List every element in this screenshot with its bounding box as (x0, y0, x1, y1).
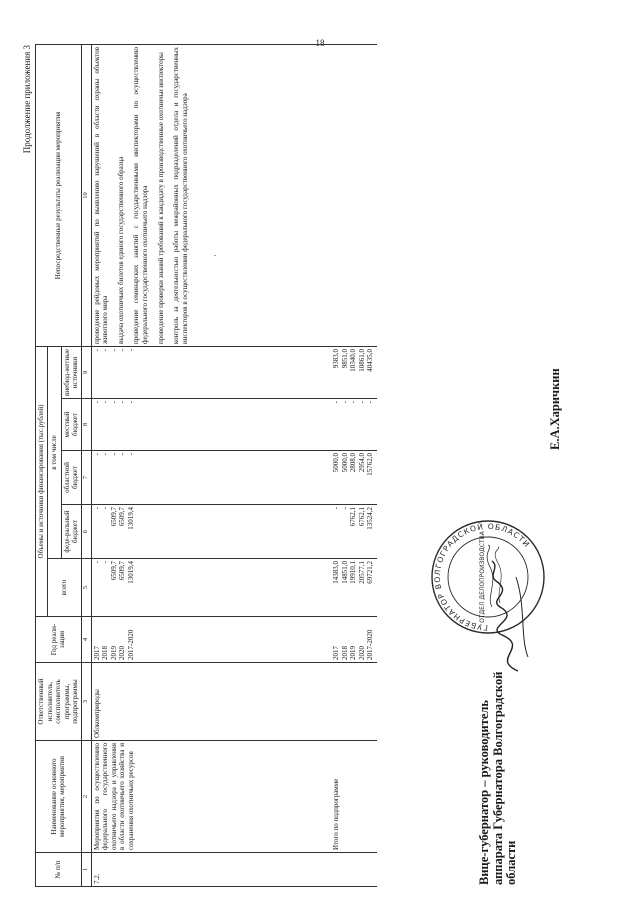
stray-mark: · (210, 254, 220, 257)
value: 9851,0 (340, 348, 349, 369)
value: - (92, 561, 101, 564)
value: - (349, 401, 358, 404)
result-item: проведение проверки знаний требований к кандидату в производственные охотничьи инспекторы (156, 52, 165, 344)
total-row-years (331, 617, 377, 663)
value: - (332, 507, 341, 510)
row-7-2-years (91, 617, 331, 663)
value: - (92, 348, 101, 352)
value: - (357, 401, 366, 404)
value: - (101, 348, 110, 352)
value: - (118, 453, 127, 456)
value: - (101, 561, 110, 564)
row-7-2-results (91, 44, 377, 346)
value: 13524,2 (366, 507, 375, 530)
header-financing-group: Объемы и источники финансирования (тыс.рублей) (36, 346, 48, 616)
row-7-2-name: Мероприятия по осуществлению федерального государственного охотничьего надзора и управления в области охотничьего хозяйства и сохранения охотничьих ресурсов (91, 741, 331, 853)
total-row-extra (331, 346, 377, 398)
value: 6509,7 (118, 507, 127, 527)
result-item: контроль за деятельностью работы межрайонных подразделений отдела и государственных инспекторов в осуществлении федерального государственного охотничьего надзора (172, 46, 189, 344)
year: 2018 (340, 646, 349, 660)
total-row-num (331, 853, 377, 887)
year: 2019 (349, 646, 358, 660)
value: - (118, 401, 127, 404)
col-index: 9 (81, 346, 91, 398)
col-index: 4 (81, 617, 91, 663)
col-index: 6 (81, 505, 91, 559)
value: 2954,0 (357, 453, 366, 473)
value: 5000,0 (340, 453, 349, 473)
row-7-2-regional (91, 451, 331, 505)
header-federal: феде-ральный бюджет (61, 505, 81, 559)
value: - (101, 453, 110, 456)
value: 6762,1 (357, 507, 366, 527)
header-name: Наименование основного мероприятия, мероприятия (36, 741, 82, 853)
value: 9383,0 (332, 348, 341, 369)
value: 69721,2 (366, 561, 375, 584)
value: 15762,0 (366, 453, 375, 476)
header-executor: Ответственный исполнитель, соисполнитель программы, подпрограммы (36, 663, 82, 741)
year: 2018 (101, 646, 110, 660)
value: 13019,4 (126, 561, 135, 584)
row-7-2-total (91, 559, 331, 617)
year: 2019 (109, 646, 118, 660)
value: - (101, 507, 110, 510)
result-item: проведение семинарских занятий с государственными инспекторами по осуществлению федерального государственного охотничьего надзора (132, 46, 149, 344)
value: 2808,0 (349, 453, 358, 473)
col-index: 8 (81, 399, 91, 451)
value: - (126, 348, 135, 352)
header-year: Год реали-зации (36, 617, 82, 663)
value: 14383,0 (332, 561, 341, 584)
col-index: 3 (81, 663, 91, 741)
financing-table (35, 44, 377, 887)
signature-title: Вице-губернатор – руководитель аппарата Губернатора Волгоградской области (477, 671, 518, 885)
signature-name: Е.А.Харичкин (548, 368, 562, 450)
year: 2020 (357, 646, 366, 660)
year: 2017 (332, 646, 341, 660)
value: - (92, 507, 101, 510)
value: - (126, 401, 135, 404)
value: 10861,0 (357, 348, 366, 372)
value: - (101, 401, 110, 404)
value: - (109, 401, 118, 404)
value: - (366, 401, 375, 404)
col-index: 7 (81, 451, 91, 505)
stamp-inner-text: ОТДЕЛ ДЕЛОПРОИЗВОДСТВА (479, 531, 486, 623)
result-item: выдача охотничьих билетов единого государственного образца (116, 156, 125, 344)
value: 20577,1 (357, 561, 366, 584)
total-row-executor (331, 663, 377, 741)
value: 6509,7 (109, 507, 118, 527)
row-7-2-extra (91, 346, 331, 398)
header-num: № п/п (36, 853, 82, 887)
total-row-federal (331, 505, 377, 559)
page-number: 18 (315, 38, 325, 48)
col-index: 10 (81, 44, 91, 346)
value: - (109, 453, 118, 456)
value: 6509,7 (109, 561, 118, 581)
total-row-total (331, 559, 377, 617)
value: 6762,1 (349, 507, 358, 527)
row-7-2-federal (91, 505, 331, 559)
header-total: всего (47, 559, 81, 617)
value: 6509,7 (118, 561, 127, 581)
value: - (340, 401, 349, 404)
year: 2017 (92, 646, 101, 660)
value: - (118, 348, 127, 352)
header-regional: областной бюджет (61, 451, 81, 505)
value: 19910,1 (349, 561, 358, 584)
value: 10340,0 (349, 348, 358, 372)
year: 2017-2020 (126, 629, 135, 660)
stamp-outer-text: ГУБЕРНАТОР ВОЛГОГРАДСКОЙ ОБЛАСТИ (432, 521, 532, 633)
year: 2020 (118, 646, 127, 660)
header-extra: внебюд-жетные источники (61, 346, 81, 398)
col-index: 5 (81, 559, 91, 617)
value: - (340, 507, 349, 510)
header-results: Непосредственные результаты реализации мероприятия (36, 44, 82, 346)
header-local: местный бюджет (61, 399, 81, 451)
total-row-label: Итого по подпрограмме (331, 741, 377, 853)
value: - (332, 401, 341, 404)
value: 40435,0 (366, 348, 375, 372)
result-item: проведение рейдовых мероприятий по выявлению нарушений в области охраны объектов животного мира (92, 46, 110, 344)
total-row-regional (331, 451, 377, 505)
row-7-2-local (91, 399, 331, 451)
header-subgroup: в том числе (47, 346, 61, 558)
row-7-2-num: 7.2. (91, 853, 331, 887)
col-index: 1 (81, 853, 91, 887)
value: - (109, 348, 118, 352)
value: - (92, 453, 101, 456)
value: 14851,0 (340, 561, 349, 584)
value: 5000,0 (332, 453, 341, 473)
appendix-label: Продолжение приложения 3 (22, 45, 32, 154)
col-index: 2 (81, 741, 91, 853)
year: 2017-2020 (366, 629, 375, 660)
value: 13019,4 (126, 507, 135, 530)
row-7-2-executor: Облкомприроды (91, 663, 331, 741)
value: - (92, 401, 101, 404)
total-row-local (331, 399, 377, 451)
value: - (126, 453, 135, 456)
